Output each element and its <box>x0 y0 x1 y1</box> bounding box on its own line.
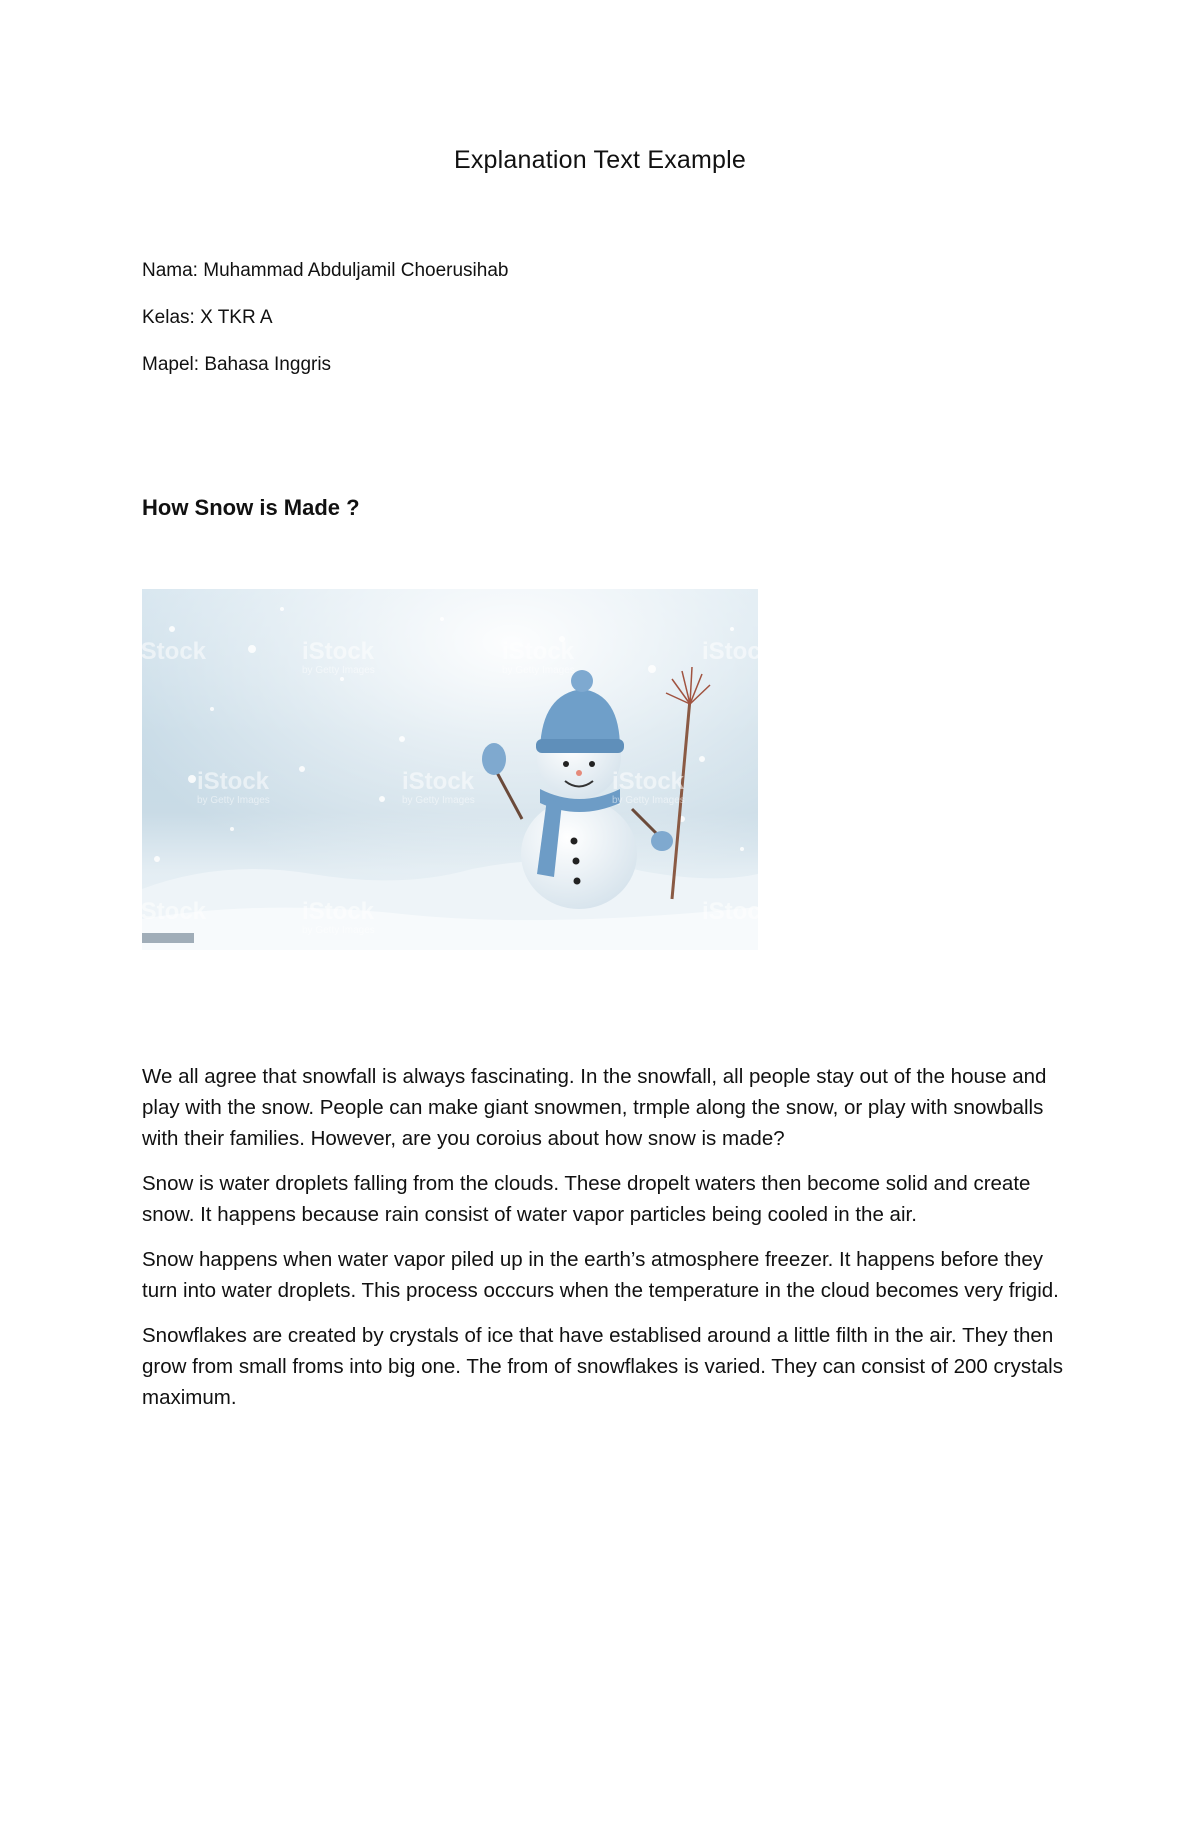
watermark-sub-3: by Getty Images <box>197 795 270 806</box>
field-mapel-label: Mapel: <box>142 354 200 375</box>
button-3 <box>574 878 581 885</box>
watermark-8: iStock <box>134 898 207 925</box>
watermark-6: iStock <box>402 768 475 795</box>
paragraph-2: Snow is water droplets falling from the clouds. These dropelt waters then become solid and create snow. It happens because rain consist of water vapor particles being cooled in the air. <box>142 1172 1031 1226</box>
field-nama <box>142 259 508 283</box>
field-nama-label: Nama: <box>142 260 198 281</box>
watermark-sub-1: by Getty Images <box>302 665 375 676</box>
nose <box>576 770 582 776</box>
right-mitten <box>651 831 673 851</box>
watermark-10: iStock <box>702 898 775 925</box>
field-kelas-value: X TKR A <box>200 307 273 328</box>
paragraph-3: Snow happens when water vapor piled up in the earth’s atmosphere freezer. It happens before they turn into water droplets. This process occcurs when the temperature in the cloud becomes very frigid. <box>142 1248 1059 1302</box>
watermark-sub-5: by Getty Images <box>612 795 685 806</box>
credit-bar <box>142 933 194 943</box>
watermark-sub-2: by Getty Images <box>502 665 575 676</box>
watermark-3: iStock <box>502 638 575 665</box>
watermark-sub-6: by Getty Images <box>302 925 375 936</box>
body-text <box>142 1061 1068 1427</box>
field-nama-value: Muhammad Abduljamil Choerusihab <box>203 260 509 281</box>
field-mapel-value: Bahasa Inggris <box>204 354 332 375</box>
snowman-body <box>521 799 637 909</box>
section-heading: How Snow is Made ? <box>142 495 360 520</box>
hat-band <box>536 739 624 753</box>
field-mapel <box>142 353 331 377</box>
button-1 <box>571 838 578 845</box>
watermark-sub-4: by Getty Images <box>402 795 475 806</box>
field-kelas-label: Kelas: <box>142 307 195 328</box>
watermark-7: iStock <box>612 768 685 795</box>
watermark-4: iStock <box>702 638 775 665</box>
field-kelas <box>142 306 273 330</box>
paragraph-4: Snowflakes are created by crystals of ice that have establised around a little filth in the air. They then grow from small froms into big one. The from of snowflakes is varied. They can consist of 200 crystals maximum. <box>142 1324 1063 1409</box>
right-eye <box>589 761 595 767</box>
watermark-5: iStock <box>197 768 270 795</box>
paragraph-1: We all agree that snowfall is always fascinating. In the snowfall, all people stay out of the house and play with the snow. People can make giant snowmen, trmple along the snow, or play with snowballs with their families. However, are you coroius about how snow is made? <box>142 1065 1047 1150</box>
button-2 <box>573 858 580 865</box>
left-mitten <box>482 743 506 775</box>
snowman-photo <box>134 589 775 950</box>
document-title: Explanation Text Example <box>453 146 746 174</box>
left-eye <box>563 761 569 767</box>
watermark-1: iStock <box>134 638 207 665</box>
snowman-illustration <box>134 589 775 950</box>
watermark-2: iStock <box>302 638 375 665</box>
watermark-9: iStock <box>302 898 375 925</box>
